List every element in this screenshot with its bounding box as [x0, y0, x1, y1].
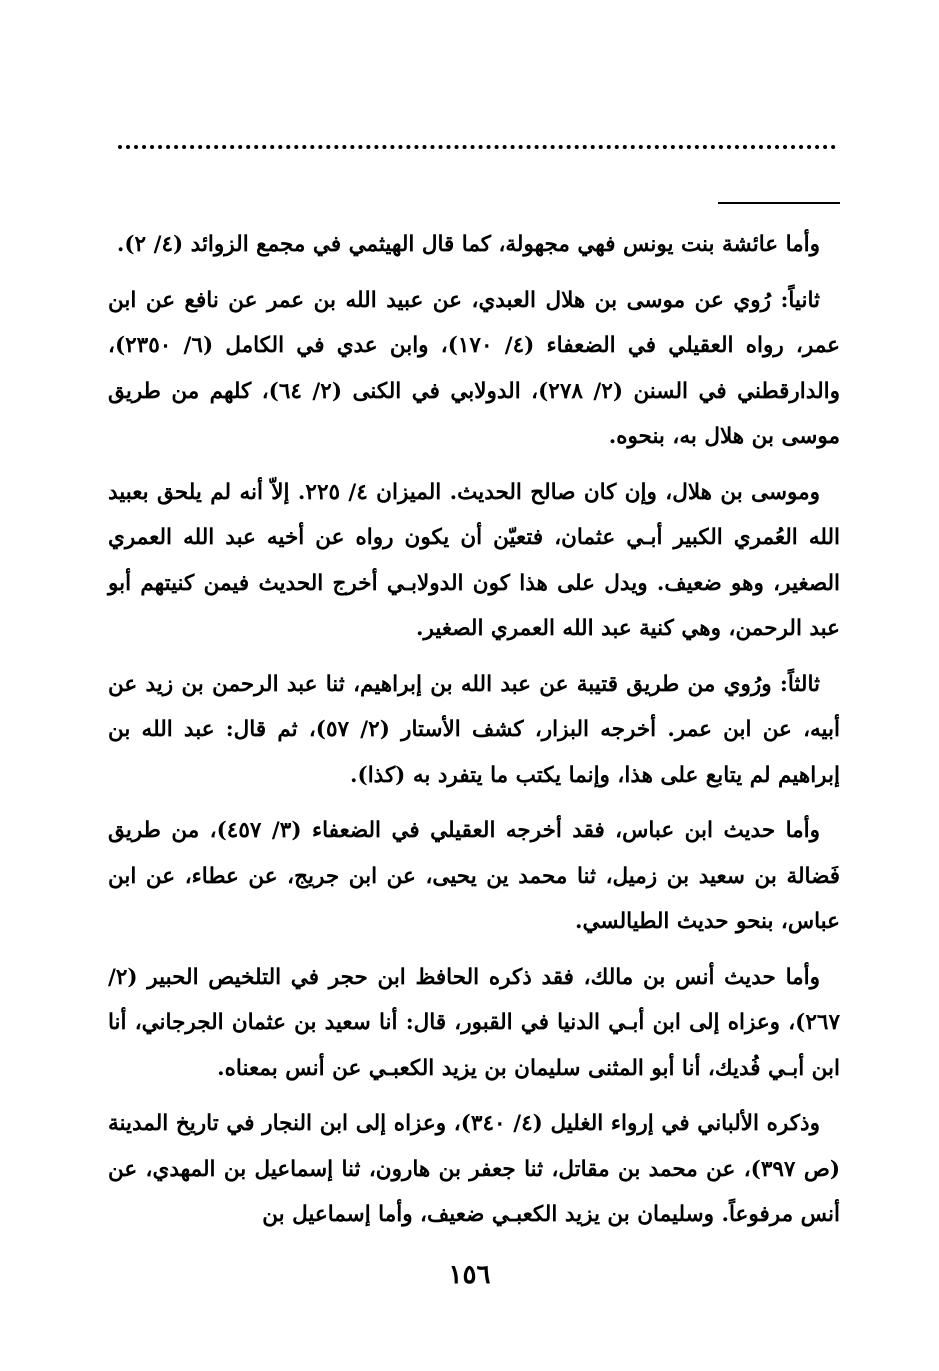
page-number: ١٥٦: [448, 1260, 491, 1290]
paragraph-albani-irwa: وذكره الألباني في إرواء الغليل (٤/ ٣٤٠)، وعزاه إلى ابن النجار في تاريخ المدينة (ص ٣٩٧)، عن محمد بن مقاتل، ثنا جعفر بن هارون، ثنا إسماعيل بن المهدي، عن أنس مرفوعاً. وسليمان بن يزيد الكعبـي ضعيف، وأما إسماعيل بن: [108, 1111, 840, 1227]
page-body-text: [108, 222, 840, 1248]
paragraph-third-qutayba: ثالثاً: ورُوي من طريق قتيبة عن عبد الله بن إبراهيم، ثنا عبد الرحمن بن زيد عن أبيه، عن ابن عمر. أخرجه البزار، كشف الأستار (٢/ ٥٧)، ثم قال: عبد الله بن إبراهيم لم يتابع على هذا، وإنما يكتب ما يتفرد به (كذا).: [108, 671, 841, 788]
paragraph-aisha-bint-yunus: وأما عائشة بنت يونس فهي مجهولة، كما قال الهيثمي في مجمع الزوائد (٤/ ٢).: [116, 232, 820, 257]
paragraph-musa-bin-hilal-assessment: وموسى بن هلال، وإن كان صالح الحديث. الميزان ٤/ ٢٢٥. إلاّ أنه لم يلحق بعبيد الله العُمري الكبير أبـي عثمان، فتعيّن أن يكون رواه عن أخيه عبد الله العمري الصغير، وهو ضعيف. ويدل على هذا كون الدولابـي أخرج الحديث فيمن كنيتهم أبو عبد الرحمن، وهي كنية عبد الله العمري الصغير.: [108, 479, 840, 641]
paragraph-second-musa-bin-hilal: ثانياً: رُوي عن موسى بن هلال العبدي، عن عبيد الله بن عمر عن نافع عن ابن عمر، رواه العقيلي في الضعفاء (٤/ ١٧٠)، وابن عدي في الكامل (٦/ ٢٣٥٠)، والدارقطني في السنن (٢/ ٢٧٨)، الدولابي في الكنى (٢/ ٦٤)، كلهم من طريق موسى بن هلال به، بنحوه.: [108, 287, 840, 449]
paragraph-ibn-abbas-hadith: وأما حديث ابن عباس، فقد أخرجه العقيلي في الضعفاء (٣/ ٤٥٧)، من طريق فَضالة بن سعيد بن زميل، ثنا محمد ين يحيى، عن ابن جريج، عن عطاء، عن ابن عباس، بنحو حديث الطيالسي.: [108, 818, 840, 934]
short-separator-rule: [718, 202, 840, 204]
paragraph-anas-bin-malik-hadith: وأما حديث أنس بن مالك، فقد ذكره الحافظ ابن حجر في التلخيص الحبير (٢/ ٢٦٧)، وعزاه إلى ابن أبـي الدنيا في القبور، قال: أنا سعيد بن عثمان الجرجاني، أنا ابن أبـي فُديك، أنا أبو المثنى سليمان بن يزيد الكعبـي عن أنس بمعناه.: [108, 964, 840, 1081]
dotted-header-rule: [118, 145, 836, 149]
